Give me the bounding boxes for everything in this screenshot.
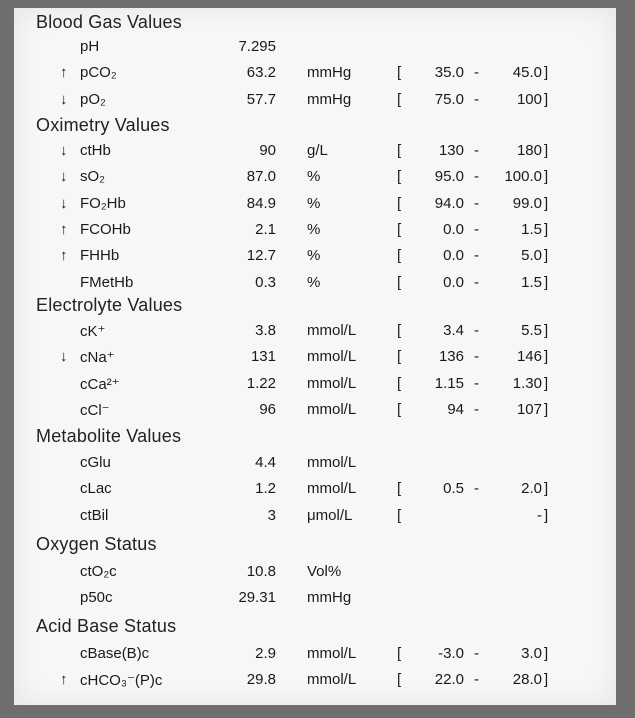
- result-value: 87.0: [246, 168, 276, 186]
- result-unit: mmol/L: [307, 374, 357, 392]
- result-value: 3: [267, 506, 276, 524]
- result-row: [14, 91, 616, 115]
- result-row: [14, 375, 616, 399]
- parameter-name: pCO₂: [80, 64, 117, 82]
- range-open-bracket: [: [397, 671, 402, 689]
- result-row: [14, 195, 616, 219]
- result-row: [14, 274, 616, 298]
- range-close-bracket: ]: [544, 348, 549, 366]
- range-dash: -: [474, 142, 479, 159]
- range-close-bracket: ]: [544, 374, 549, 392]
- range-dash: -: [474, 194, 479, 212]
- parameter-name: cGlu: [80, 454, 111, 471]
- range-high: 3.0: [521, 645, 542, 662]
- result-value: 96: [259, 400, 276, 418]
- range-open-bracket: [: [397, 90, 402, 108]
- result-row: [14, 589, 616, 613]
- range-low: 22.0: [434, 671, 464, 689]
- result-unit: Vol%: [307, 563, 342, 580]
- range-high: 1.5: [521, 273, 542, 291]
- range-low: 3.4: [443, 322, 464, 339]
- result-unit: %: [307, 247, 321, 265]
- range-high: 100.0: [504, 168, 542, 186]
- parameter-name: ctBil: [80, 506, 109, 524]
- range-open-bracket: [: [397, 645, 402, 662]
- result-unit: μmol/L: [307, 506, 353, 524]
- result-value: 29.8: [246, 671, 276, 689]
- range-dash: -: [474, 671, 479, 689]
- range-dash: -: [474, 273, 479, 291]
- result-row: [14, 38, 616, 62]
- arrow-down-icon: ↓: [60, 142, 68, 159]
- parameter-name: FHHb: [80, 247, 120, 265]
- parameter-name: FO₂Hb: [80, 194, 126, 212]
- range-dash: -: [474, 374, 479, 392]
- result-value: 7.295: [238, 38, 276, 55]
- range-low: 1.15: [434, 374, 464, 392]
- range-open-bracket: [: [397, 194, 402, 212]
- range-close-bracket: ]: [544, 480, 549, 498]
- parameter-name: cHCO₃⁻(P)c: [80, 672, 163, 690]
- range-dash: -: [474, 480, 479, 498]
- result-unit: %: [307, 273, 321, 291]
- parameter-name: sO₂: [80, 168, 105, 186]
- result-value: 84.9: [246, 194, 276, 212]
- result-unit: mmol/L: [307, 400, 357, 418]
- range-dash: -: [474, 90, 479, 108]
- result-value: 57.7: [246, 90, 276, 108]
- range-close-bracket: ]: [544, 400, 549, 418]
- result-row: [14, 671, 616, 695]
- result-unit: mmol/L: [307, 480, 357, 498]
- arrow-up-icon: ↑: [60, 247, 68, 265]
- range-high: 2.0: [521, 480, 542, 498]
- range-close-bracket: ]: [544, 220, 549, 238]
- range-close-bracket: ]: [544, 64, 549, 82]
- range-dash: -: [474, 247, 479, 265]
- range-dash: -: [474, 400, 479, 418]
- range-low: 0.5: [443, 480, 464, 498]
- range-dash: -: [474, 168, 479, 186]
- range-open-bracket: [: [397, 322, 402, 339]
- result-value: 131: [250, 348, 276, 366]
- range-high: 5.5: [521, 322, 542, 339]
- parameter-name: pO₂: [80, 90, 106, 108]
- range-open-bracket: [: [397, 506, 402, 524]
- result-row: [14, 142, 616, 166]
- result-row: [14, 247, 616, 271]
- parameter-name: p50c: [80, 589, 113, 607]
- range-low: 130: [438, 142, 464, 159]
- lab-report-paper: [14, 8, 616, 705]
- result-row: [14, 645, 616, 669]
- range-high: 45.0: [512, 64, 542, 82]
- result-value: 1.2: [255, 480, 276, 498]
- result-value: 29.31: [238, 589, 276, 607]
- range-high: 1.5: [521, 220, 542, 238]
- arrow-down-icon: ↓: [60, 194, 68, 212]
- range-low: 136: [438, 348, 464, 366]
- range-open-bracket: [: [397, 168, 402, 186]
- range-open-bracket: [: [397, 348, 402, 366]
- result-value: 90: [259, 142, 276, 159]
- result-row: [14, 168, 616, 192]
- result-value: 2.9: [255, 645, 276, 662]
- result-row: [14, 563, 616, 587]
- range-high: 107: [516, 400, 542, 418]
- range-open-bracket: [: [397, 247, 402, 265]
- range-close-bracket: ]: [544, 168, 549, 186]
- range-dash: -: [474, 220, 479, 238]
- parameter-name: cLac: [80, 480, 112, 498]
- result-unit: mmol/L: [307, 348, 357, 366]
- range-low: 0.0: [443, 220, 464, 238]
- result-unit: mmHg: [307, 64, 352, 82]
- range-high: 1.30: [512, 374, 542, 392]
- range-close-bracket: ]: [544, 90, 549, 108]
- parameter-name: cNa⁺: [80, 349, 115, 367]
- parameter-name: cCa²⁺: [80, 375, 120, 393]
- result-unit: %: [307, 220, 321, 238]
- range-close-bracket: ]: [544, 645, 549, 662]
- result-unit: mmol/L: [307, 671, 357, 689]
- result-unit: mmol/L: [307, 322, 357, 339]
- arrow-up-icon: ↑: [60, 64, 68, 82]
- range-open-bracket: [: [397, 220, 402, 238]
- result-value: 1.22: [246, 374, 276, 392]
- range-close-bracket: ]: [544, 506, 549, 524]
- range-low: 0.0: [443, 247, 464, 265]
- range-low: -3.0: [438, 645, 464, 662]
- range-open-bracket: [: [397, 374, 402, 392]
- range-low: 0.0: [443, 273, 464, 291]
- range-dash: -: [474, 645, 479, 662]
- range-close-bracket: ]: [544, 194, 549, 212]
- range-close-bracket: ]: [544, 322, 549, 339]
- section-title: Metabolite Values: [36, 426, 182, 446]
- parameter-name: cK⁺: [80, 323, 106, 340]
- arrow-up-icon: ↑: [60, 671, 68, 689]
- range-close-bracket: ]: [544, 273, 549, 291]
- range-low: 75.0: [434, 90, 464, 108]
- result-unit: %: [307, 168, 321, 186]
- result-value: 63.2: [246, 64, 276, 82]
- result-unit: mmol/L: [307, 645, 357, 662]
- range-high: 100: [516, 90, 542, 108]
- result-value: 3.8: [255, 322, 276, 339]
- range-dash: -: [474, 348, 479, 366]
- range-open-bracket: [: [397, 480, 402, 498]
- range-high: -: [537, 506, 542, 524]
- result-row: [14, 454, 616, 478]
- result-row: [14, 348, 616, 372]
- result-value: 4.4: [255, 454, 276, 471]
- range-low: 35.0: [434, 64, 464, 82]
- result-row: [14, 401, 616, 425]
- parameter-name: ctO₂c: [80, 563, 117, 580]
- range-high: 99.0: [512, 194, 542, 212]
- result-row: [14, 322, 616, 346]
- section-title: Blood Gas Values: [36, 12, 182, 32]
- result-unit: g/L: [307, 142, 328, 159]
- range-open-bracket: [: [397, 142, 402, 159]
- range-high: 146: [516, 348, 542, 366]
- result-row: [14, 507, 616, 531]
- range-open-bracket: [: [397, 400, 402, 418]
- result-row: [14, 221, 616, 245]
- arrow-down-icon: ↓: [60, 348, 68, 366]
- section-title: Electrolyte Values: [36, 295, 183, 315]
- arrow-down-icon: ↓: [60, 168, 68, 186]
- parameter-name: FMetHb: [80, 273, 134, 291]
- range-close-bracket: ]: [544, 142, 549, 159]
- range-close-bracket: ]: [544, 671, 549, 689]
- section-title: Oxygen Status: [36, 534, 157, 554]
- result-value: 10.8: [246, 563, 276, 580]
- parameter-name: FCOHb: [80, 220, 131, 238]
- range-high: 180: [516, 142, 542, 159]
- section-title: Oximetry Values: [36, 115, 170, 135]
- result-value: 0.3: [255, 273, 276, 291]
- range-open-bracket: [: [397, 64, 402, 82]
- range-open-bracket: [: [397, 273, 402, 291]
- parameter-name: pH: [80, 38, 100, 55]
- result-value: 12.7: [246, 247, 276, 265]
- arrow-down-icon: ↓: [60, 90, 68, 108]
- section-title: Acid Base Status: [36, 616, 177, 636]
- range-low: 94.0: [434, 194, 464, 212]
- range-high: 28.0: [512, 671, 542, 689]
- result-row: [14, 64, 616, 88]
- result-value: 2.1: [255, 220, 276, 238]
- parameter-name: cBase(B)c: [80, 645, 150, 662]
- result-row: [14, 480, 616, 504]
- range-low: 95.0: [434, 168, 464, 186]
- range-low: 94: [447, 400, 464, 418]
- range-high: 5.0: [521, 247, 542, 265]
- result-unit: mmHg: [307, 90, 352, 108]
- range-dash: -: [474, 64, 479, 82]
- result-unit: %: [307, 194, 321, 212]
- range-close-bracket: ]: [544, 247, 549, 265]
- arrow-up-icon: ↑: [60, 220, 68, 238]
- parameter-name: ctHb: [80, 142, 111, 159]
- result-unit: mmol/L: [307, 454, 357, 471]
- parameter-name: cCl⁻: [80, 401, 110, 419]
- result-unit: mmHg: [307, 589, 352, 607]
- range-dash: -: [474, 322, 479, 339]
